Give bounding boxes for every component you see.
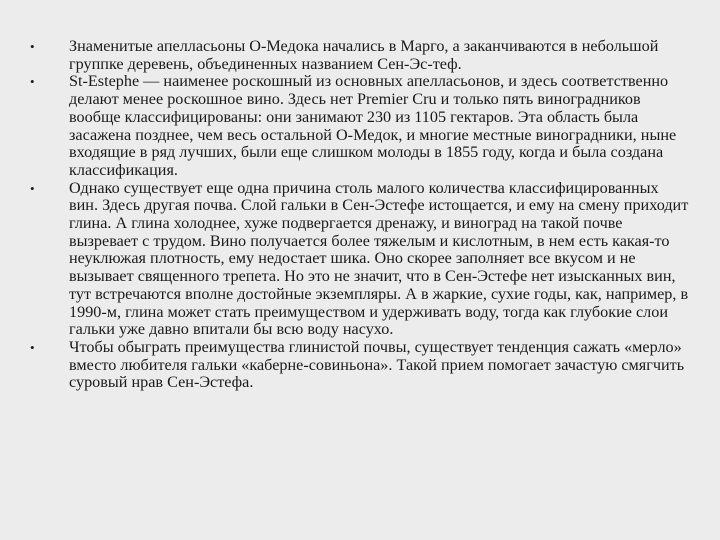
bullet-dot-icon: •	[30, 180, 35, 196]
bullet-dot-icon: •	[30, 39, 35, 54]
bullet-dot-icon: •	[30, 339, 35, 355]
paragraph-text: Чтобы обыграть преимущества глинистой почвы, существует тенденция сажать «мерло» вместо любителя гальки «каберне-совиньона». Такой прием помогает зачастую смягчить суровый нрав Сен-Эстефа.	[69, 337, 685, 392]
paragraph-text: Знаменитые апелласьоны О-Медока начались в Марго, а заканчиваются в небольшой группке деревень, объединенных названием Сен-Эс-теф.	[69, 37, 659, 73]
bullet-item	[30, 73, 690, 179]
bullet-dot-icon: •	[30, 74, 35, 90]
bullet-list	[30, 38, 690, 392]
bullet-item	[30, 339, 690, 392]
bullet-item	[30, 38, 690, 73]
paragraph-text: Однако существует еще одна причина столь малого количества классифицированных вин. Здесь другая почва. Слой гальки в Сен-Эстефе истощается, и ему на смену приходит глина. А глина холоднее, хуже подвергается дренажу, и виноград на такой почве вызревает с трудом. Вино получается более тяжелым и кислотным, в нем есть какая-то неуклюжая плотность, ему недостает шика. Оно скорее заполняет все вкусом и не вызывает священного трепета. Но это не значит, что в Сен-Эстефе нет изысканных вин, тут встречаются вполне достойные экземпляры. А в жаркие, сухие годы, как, например, в 1990-м, глина может стать преимуществом и удерживать воду, тогда как глубокие слои гальки уже давно впитали бы всю воду насухо.	[69, 178, 689, 339]
paragraph-text: St-Estephe — наименее роскошный из основных апелласьонов, и здесь соответственно делают менее роскошное вино. Здесь нет Premier Cru и только пять виноградников вообще классифицированы: они занимают 230 из 1105 гектаров. Эта область была засажена позднее, чем весь остальной О-Медок, и многие местные виноградники, ныне входящие в ряд лучших, были еще слишком молоды в 1855 году, когда и была создана классификация.	[69, 72, 677, 179]
bullet-item	[30, 180, 690, 339]
